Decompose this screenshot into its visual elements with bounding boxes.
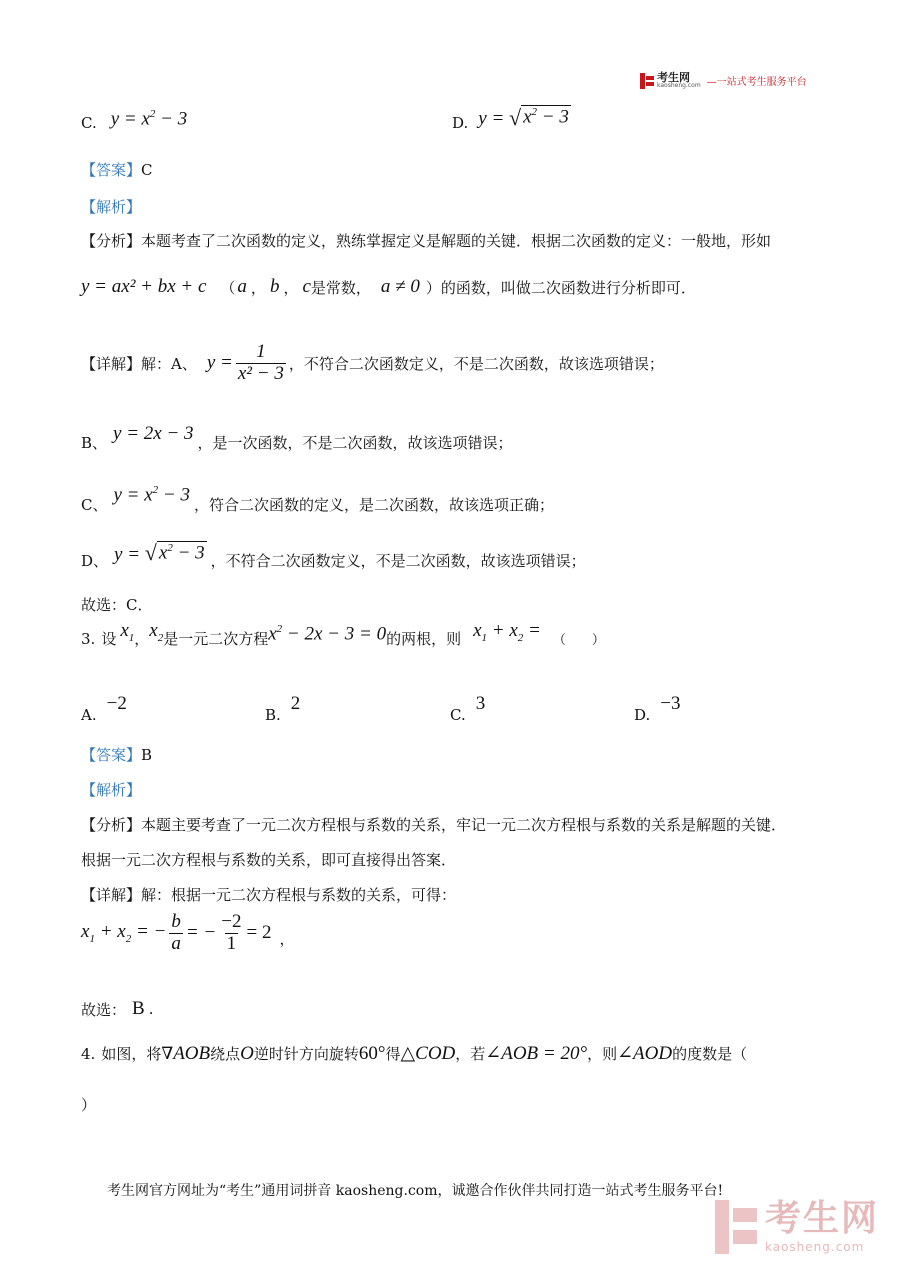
q3-xiangjie: 【详解】解：根据一元二次方程根与系数的关系，可得： bbox=[81, 886, 457, 904]
q3-fenxi-line2: 根据一元二次方程根与系数的关系，即可直接得出答案． bbox=[81, 851, 457, 869]
q3-answer: 【答案】B bbox=[81, 746, 153, 764]
q2-fenxi: 【分析】本题考查了二次函数的定义，熟练掌握定义是解题的关键．根据二次函数的定义：一般地，形如 bbox=[81, 232, 772, 250]
q2-option-c: C. $y = x^2 - 3$ bbox=[81, 107, 188, 132]
q2-option-c-expr: $y = x^2 - 3$ bbox=[110, 107, 188, 130]
brand-domain: kaosheng.com bbox=[657, 82, 701, 89]
q3-option-b: B. 2 bbox=[265, 693, 301, 724]
q2-detail-b: B、 y = 2x − 3 ，是一次函数，不是二次函数，故该选项错误； bbox=[81, 422, 513, 452]
q3-option-d: D. −3 bbox=[634, 693, 681, 724]
q3-formula: $x_1 + x_2$ = − $\frac{b}{a}$ = − $\frac{-2}{1}$ = 2 ， bbox=[81, 911, 295, 954]
watermark bbox=[715, 1200, 879, 1254]
q2-conclusion: 故选：C． bbox=[81, 596, 153, 614]
watermark-brand: 考生网 bbox=[765, 1198, 880, 1239]
brand-slogan: —一站式考生服务平台 bbox=[706, 77, 807, 88]
q3-analysis-tag: 【解析】 bbox=[81, 781, 142, 799]
watermark-logo-icon bbox=[715, 1200, 757, 1254]
q3-fenxi-line1: 【分析】本题主要考查了一元二次方程根与系数的关系，牢记一元二次方程根与系数的关系是解题的关键． bbox=[81, 816, 787, 834]
footer-text: 考生网官方网址为“考生”通用词拼音 kaosheng.com，诚邀合作伙伴共同打造一站式考生服务平台! bbox=[107, 1183, 724, 1199]
q2-detail-a: 【详解】 解：A、 y = $\frac{1}{\text{x² − 3}}$ ，不符合二次函数定义，不是二次函数，故该选项错误； bbox=[81, 341, 664, 384]
q2-detail-c: C、 $y = x^2 - 3$ ，符合二次函数的定义，是二次函数，故该选项正确； bbox=[81, 484, 555, 514]
header-logo bbox=[640, 72, 807, 89]
logo-icon bbox=[640, 73, 654, 89]
q2-option-d: D. y = √ $x^2 - 3$ bbox=[452, 104, 569, 132]
brand-name: 考生网 bbox=[657, 71, 690, 84]
q4-stem-line2: ） bbox=[81, 1096, 97, 1114]
q2-analysis-tag: 【解析】 bbox=[81, 198, 142, 216]
q3-stem: 3. 设 $x_1$ ， $x_2$ 是一元二次方程 $x^2 - 2x - 3 = 0$ 的两根，则 $x_1 + x_2$ = （ ） bbox=[81, 619, 605, 648]
q2-option-d-expr: y = √ $x^2 - 3$ bbox=[478, 104, 569, 130]
q2-definition: y = ax² + bx + c （ a ， b ， c 是常数， a ≠ 0 ）的函数，叫做二次函数进行分析即可． bbox=[81, 276, 696, 297]
q2-detail-d: D、 y = √ $x^2 - 3$ ，不符合二次函数定义，不是二次函数，故该选项错误； bbox=[81, 540, 586, 570]
q2-answer: 【答案】C bbox=[81, 161, 153, 179]
q4-stem: 4. 如图，将 ∇ AOB 绕点 O 逆时针方向旋转 60° 得 △ COD ，若 ∠AOB = 20° ，则 ∠AOD 的度数是（ bbox=[81, 1042, 748, 1064]
q3-option-c: C. 3 bbox=[450, 693, 486, 724]
q3-option-a: A. −2 bbox=[81, 693, 127, 724]
q3-conclusion: 故选： B . bbox=[81, 998, 154, 1019]
watermark-domain: kaosheng.com bbox=[765, 1240, 865, 1254]
